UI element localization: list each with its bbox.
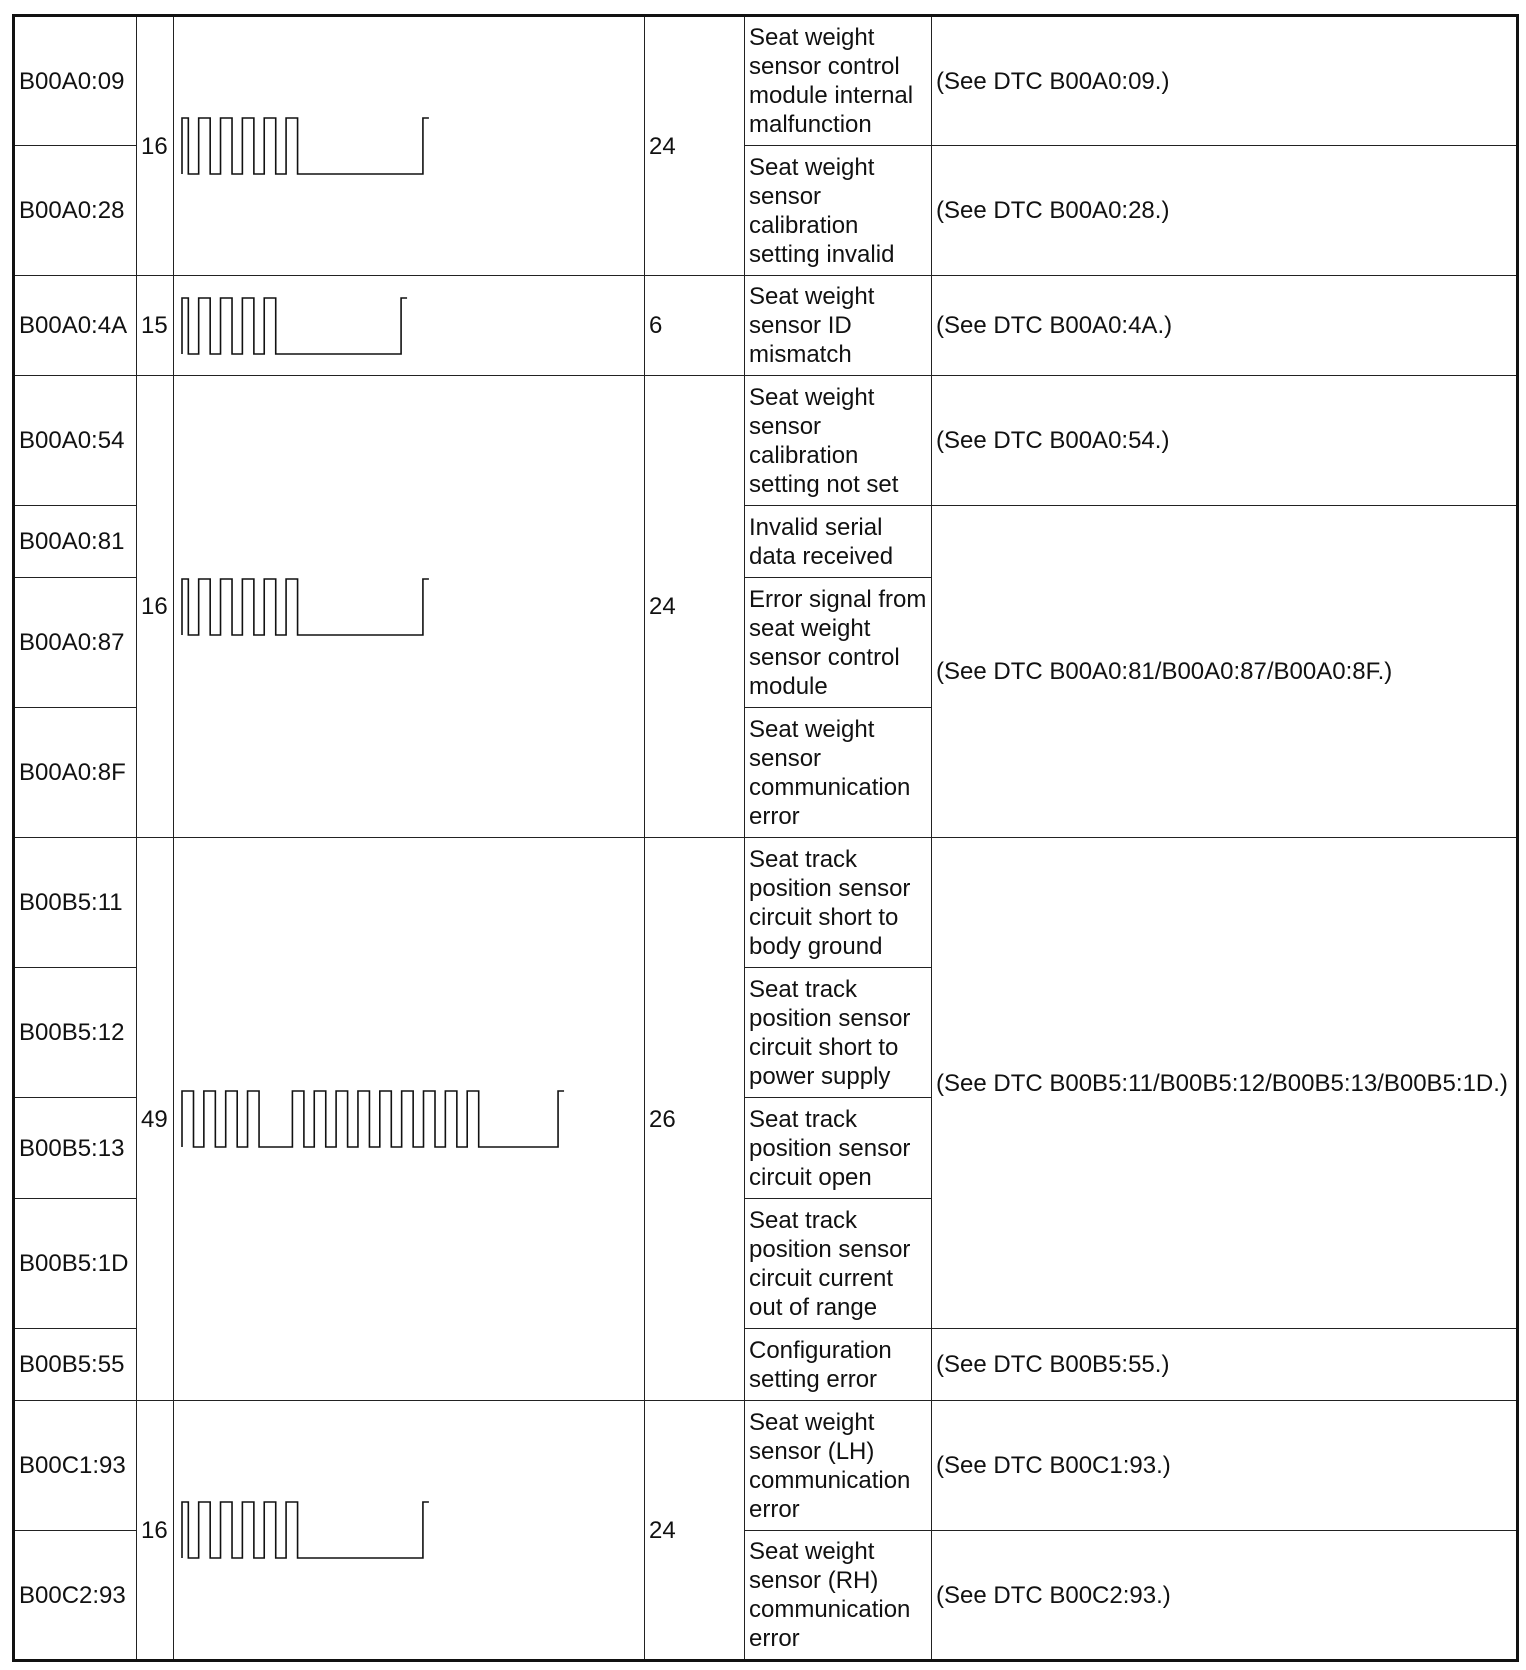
malfunction-description: Seat weight sensor ID mismatch <box>745 276 932 376</box>
malfunction-description: Seat weight sensor communication error <box>745 708 932 838</box>
dtc-code: B00B5:11 <box>14 838 137 968</box>
flash-pattern-waveform <box>178 290 493 362</box>
waveform-line <box>182 1502 429 1558</box>
flash-pattern-cell <box>174 838 645 1401</box>
waveform-line <box>182 1091 564 1147</box>
flash-duration: 24 <box>645 16 745 276</box>
table-row <box>14 276 1518 376</box>
dtc-code: B00C2:93 <box>14 1531 137 1661</box>
malfunction-description: Seat track position sensor circuit short to power supply <box>745 968 932 1098</box>
dtc-code: B00A0:81 <box>14 506 137 578</box>
flash-count: 16 <box>137 16 174 276</box>
malfunction-description: Configuration setting error <box>745 1329 932 1401</box>
dtc-reference: (See DTC B00B5:11/B00B5:12/B00B5:13/B00B5:1D.) <box>932 838 1518 1329</box>
dtc-reference: (See DTC B00A0:09.) <box>932 16 1518 146</box>
flash-pattern-cell <box>174 276 645 376</box>
flash-pattern-cell <box>174 376 645 838</box>
flash-pattern-waveform <box>178 571 518 643</box>
malfunction-description: Seat track position sensor circuit open <box>745 1098 932 1199</box>
table-row <box>14 838 1518 968</box>
dtc-code: B00A0:8F <box>14 708 137 838</box>
flash-count: 49 <box>137 838 174 1401</box>
waveform-line <box>182 579 429 635</box>
flash-pattern-cell <box>174 16 645 276</box>
flash-pattern-cell <box>174 1401 645 1661</box>
dtc-table-frame <box>12 14 1516 1662</box>
table-row <box>14 1401 1518 1531</box>
flash-pattern-waveform <box>178 1083 618 1155</box>
dtc-code: B00A0:28 <box>14 146 137 276</box>
dtc-code: B00A0:09 <box>14 16 137 146</box>
waveform-line <box>182 118 429 174</box>
table-row <box>14 16 1518 146</box>
dtc-code: B00A0:4A <box>14 276 137 376</box>
dtc-reference: (See DTC B00A0:81/B00A0:87/B00A0:8F.) <box>932 506 1518 838</box>
dtc-code: B00C1:93 <box>14 1401 137 1531</box>
malfunction-description: Seat weight sensor calibration setting invalid <box>745 146 932 276</box>
dtc-reference: (See DTC B00C2:93.) <box>932 1531 1518 1661</box>
flash-duration: 24 <box>645 376 745 838</box>
malfunction-description: Seat track position sensor circuit short to body ground <box>745 838 932 968</box>
dtc-reference: (See DTC B00C1:93.) <box>932 1401 1518 1531</box>
flash-count: 15 <box>137 276 174 376</box>
flash-duration: 24 <box>645 1401 745 1661</box>
dtc-code: B00A0:54 <box>14 376 137 506</box>
flash-pattern-waveform <box>178 110 518 182</box>
malfunction-description: Invalid serial data received <box>745 506 932 578</box>
dtc-reference: (See DTC B00A0:28.) <box>932 146 1518 276</box>
malfunction-description: Seat weight sensor calibration setting not set <box>745 376 932 506</box>
malfunction-description: Seat weight sensor (LH) communication error <box>745 1401 932 1531</box>
dtc-reference: (See DTC B00B5:55.) <box>932 1329 1518 1401</box>
dtc-code: B00B5:55 <box>14 1329 137 1401</box>
dtc-code: B00A0:87 <box>14 578 137 708</box>
flash-duration: 6 <box>645 276 745 376</box>
malfunction-description: Error signal from seat weight sensor control module <box>745 578 932 708</box>
table-row <box>14 376 1518 506</box>
dtc-table <box>12 14 1519 1662</box>
malfunction-description: Seat weight sensor (RH) communication error <box>745 1531 932 1661</box>
flash-duration: 26 <box>645 838 745 1401</box>
malfunction-description: Seat track position sensor circuit current out of range <box>745 1199 932 1329</box>
flash-pattern-waveform <box>178 1494 518 1566</box>
flash-count: 16 <box>137 1401 174 1661</box>
dtc-code: B00B5:13 <box>14 1098 137 1199</box>
waveform-line <box>182 298 407 354</box>
dtc-code: B00B5:12 <box>14 968 137 1098</box>
dtc-reference: (See DTC B00A0:54.) <box>932 376 1518 506</box>
flash-count: 16 <box>137 376 174 838</box>
dtc-code: B00B5:1D <box>14 1199 137 1329</box>
malfunction-description: Seat weight sensor control module internal malfunction <box>745 16 932 146</box>
dtc-reference: (See DTC B00A0:4A.) <box>932 276 1518 376</box>
